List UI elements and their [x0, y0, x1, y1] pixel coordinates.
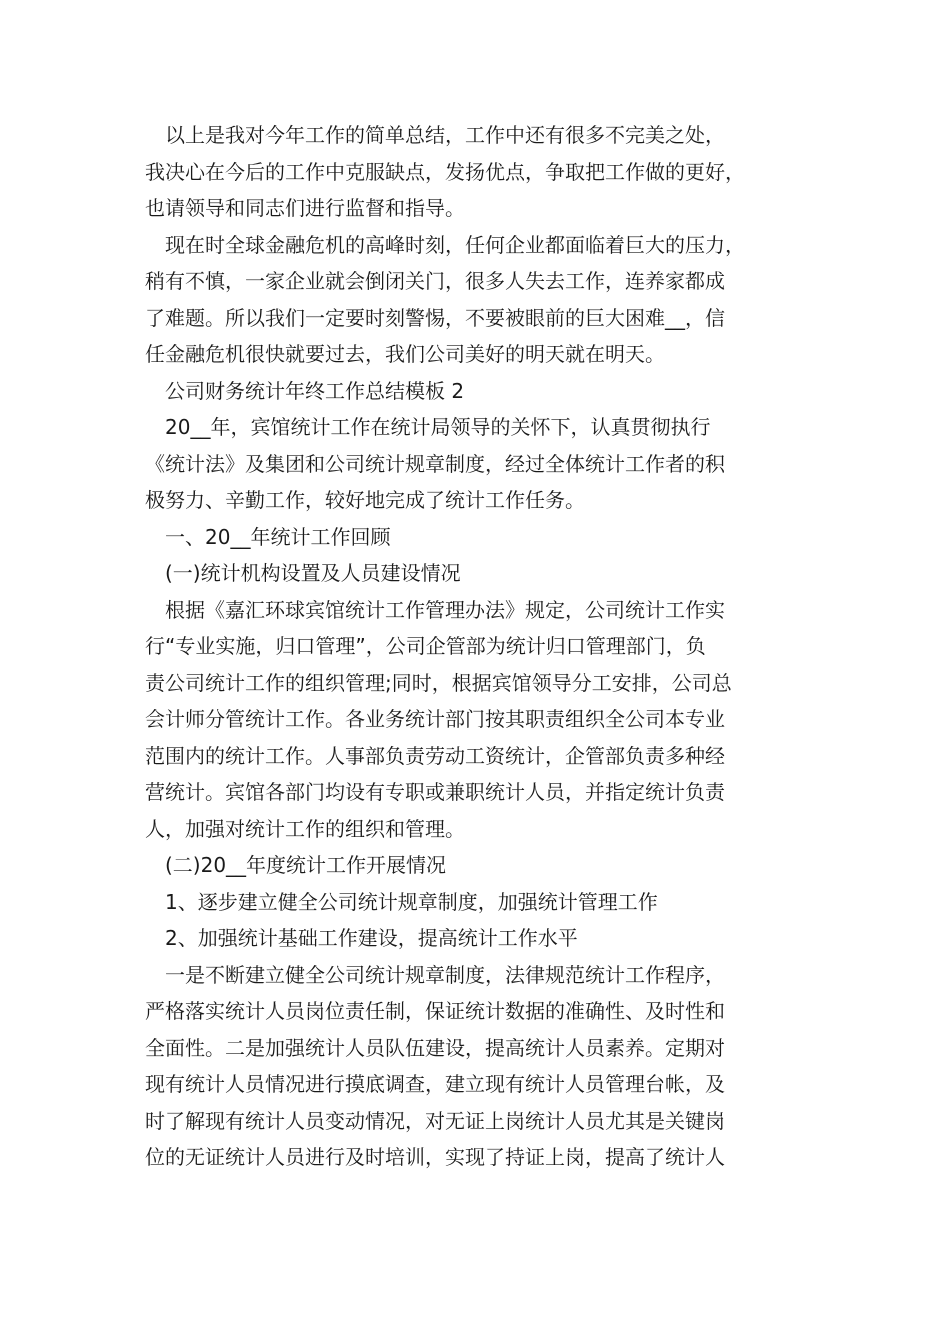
text-line: 1、逐步建立健全公司统计规章制度，加强统计管理工作 [145, 889, 658, 914]
text-line: 严格落实统计人员岗位责任制，保证统计数据的准确性、及时性和 [145, 999, 725, 1023]
document-body [145, 117, 815, 1176]
text-line: 公司财务统计年终工作总结模板 2 [145, 378, 465, 403]
text-line: (一)统计机构设置及人员建设情况 [145, 561, 461, 585]
paragraph-p7 [145, 592, 815, 848]
text-line: 《统计法》及集团和公司统计规章制度，经过全体统计工作者的积 [145, 451, 725, 476]
paragraph-p1 [145, 117, 815, 227]
text-line: 一、20__年统计工作回顾 [145, 524, 391, 549]
text-line: 责公司统计工作的组织管理;同时，根据宾馆领导分工安排，公司总 [145, 670, 732, 695]
paragraph-p3 [145, 373, 815, 410]
text-line: 全面性。二是加强统计人员队伍建设，提高统计人员素养。定期对 [145, 1035, 725, 1060]
text-line: 了难题。所以我们一定要时刻警惕，不要被眼前的巨大困难__，信 [145, 305, 725, 330]
text-line: 人，加强对统计工作的组织和管理。 [145, 816, 465, 841]
text-line: 极努力、辛勤工作，较好地完成了统计工作任务。 [145, 488, 585, 512]
text-line: 也请领导和同志们进行监督和指导。 [145, 196, 465, 220]
paragraph-p9 [145, 884, 815, 921]
paragraph-p8 [145, 847, 815, 884]
paragraph-p2 [145, 227, 815, 373]
text-line: 我决心在今后的工作中克服缺点，发扬优点，争取把工作做的更好， [145, 159, 745, 184]
text-line: 一是不断建立健全公司统计规章制度，法律规范统计工作程序， [145, 962, 725, 987]
paragraph-p10 [145, 920, 815, 957]
paragraph-p11 [145, 957, 815, 1176]
text-line: 行“专业实施，归口管理”，公司企管部为统计归口管理部门，负 [145, 634, 706, 658]
text-line: 根据《嘉汇环球宾馆统计工作管理办法》规定，公司统计工作实 [145, 597, 725, 622]
text-line: 20__年，宾馆统计工作在统计局领导的关怀下，认真贯彻执行 [145, 415, 711, 439]
text-line: (二)20__年度统计工作开展情况 [145, 853, 447, 877]
paragraph-p4 [145, 409, 815, 519]
paragraph-p5 [145, 519, 815, 556]
text-line: 现在时全球金融危机的高峰时刻，任何企业都面临着巨大的压力， [145, 232, 745, 257]
text-line: 时了解现有统计人员变动情况，对无证上岗统计人员尤其是关键岗 [145, 1108, 725, 1133]
text-line: 营统计。宾馆各部门均设有专职或兼职统计人员，并指定统计负责 [145, 780, 725, 804]
text-line: 任金融危机很快就要过去，我们公司美好的明天就在明天。 [145, 342, 665, 366]
text-line: 以上是我对今年工作的简单总结，工作中还有很多不完美之处， [145, 123, 725, 147]
paragraph-p6 [145, 555, 815, 592]
text-line: 会计师分管统计工作。各业务统计部门按其职责组织全公司本专业 [145, 707, 725, 731]
text-line: 稍有不慎，一家企业就会倒闭关门，很多人失去工作，连养家都成 [145, 269, 725, 293]
text-line: 2、加强统计基础工作建设，提高统计工作水平 [145, 926, 578, 950]
text-line: 位的无证统计人员进行及时培训，实现了持证上岗，提高了统计人 [145, 1145, 725, 1169]
text-line: 现有统计人员情况进行摸底调查，建立现有统计人员管理台帐，及 [145, 1072, 725, 1096]
text-line: 范围内的统计工作。人事部负责劳动工资统计，企管部负责多种经 [145, 743, 725, 768]
